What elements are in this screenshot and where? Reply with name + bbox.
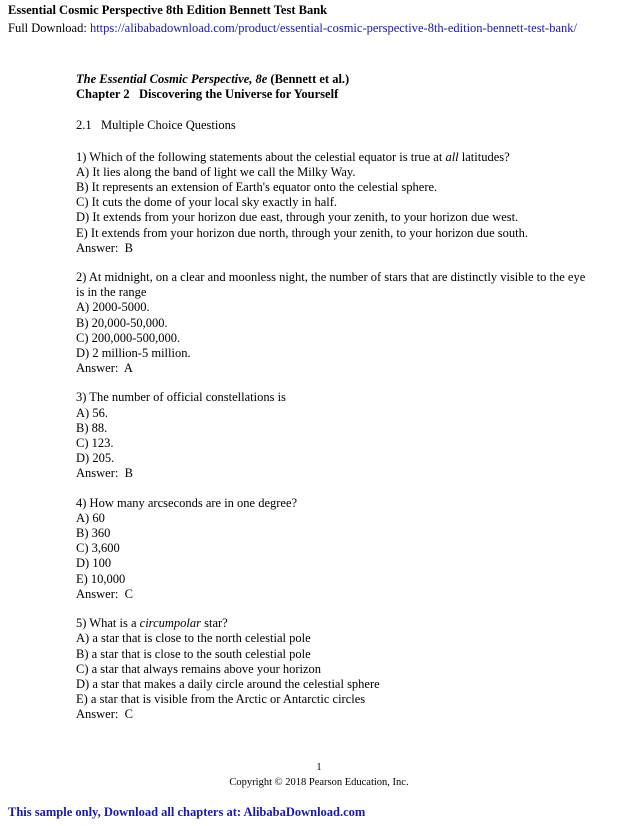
question-block — [76, 496, 596, 602]
document-body — [76, 72, 596, 723]
question-text-part: 5) What is a — [76, 616, 140, 631]
answer-option: A) It lies along the band of light we call the Milky Way. — [76, 164, 356, 179]
book-authors: (Bennett et al.) — [267, 72, 350, 86]
answer-key: Answer: B — [76, 240, 133, 255]
answer-option: C) 123. — [76, 436, 114, 451]
question-text-part: latitudes? — [458, 149, 510, 164]
header-title: Essential Cosmic Perspective 8th Edition Bennett Test Bank — [8, 3, 328, 17]
question-block — [76, 390, 596, 481]
answer-option: D) 2 million-5 million. — [76, 346, 191, 361]
question-text — [76, 390, 596, 405]
answer-key: Answer: C — [76, 586, 133, 601]
answer-key: Answer: C — [76, 707, 133, 722]
answer-option: A) 2000-5000. — [76, 300, 150, 315]
answer-option: D) a star that makes a daily circle around the celestial sphere — [76, 676, 380, 691]
answer-option: B) 20,000-50,000. — [76, 315, 168, 330]
answer-option: E) 10,000 — [76, 571, 126, 586]
answer-option: D) 100 — [76, 556, 112, 571]
answer-option: E) It extends from your horizon due north, through your zenith, to your horizon due south. — [76, 225, 528, 240]
answer-option: C) 3,600 — [76, 541, 120, 556]
bottom-notice-link[interactable]: This sample only, Download all chapters at: AlibabaDownload.com — [8, 805, 366, 819]
answer-option: B) It represents an extension of Earth's equator onto the celestial sphere. — [76, 180, 438, 195]
answer-option: C) 200,000-500,000. — [76, 330, 181, 345]
question-text — [76, 616, 596, 631]
question-emphasis: all — [445, 149, 459, 164]
book-title — [76, 72, 596, 87]
question-text-part: star? — [201, 616, 228, 631]
answer-option: D) 205. — [76, 451, 115, 466]
answer-option: B) 360 — [76, 526, 111, 541]
question-text — [76, 150, 596, 165]
answer-option: A) 60 — [76, 510, 105, 525]
answer-option: C) It cuts the dome of your local sky exactly in half. — [76, 195, 338, 210]
question-text-part: 4) How many arcseconds are in one degree? — [76, 495, 298, 510]
question-text — [76, 496, 596, 511]
question-block — [76, 270, 596, 376]
book-title-italic: The Essential Cosmic Perspective, 8e — [76, 72, 268, 86]
question-text — [76, 270, 596, 300]
answer-option: E) a star that is visible from the Arctic or Antarctic circles — [76, 692, 366, 707]
question-text-part: 3) The number of official constellations is — [76, 390, 286, 405]
answer-option: C) a star that always remains above your horizon — [76, 661, 322, 676]
answer-option: A) 56. — [76, 405, 108, 420]
download-label: Full Download: — [8, 21, 90, 35]
question-text-part: 1) Which of the following statements about the celestial equator is true at — [76, 149, 446, 164]
question-block — [76, 616, 596, 722]
answer-option: A) a star that is close to the north celestial pole — [76, 631, 311, 646]
copyright: Copyright © 2018 Pearson Education, Inc. — [229, 777, 409, 788]
chapter-heading: Chapter 2 Discovering the Universe for Yourself — [76, 87, 339, 102]
answer-key: Answer: B — [76, 466, 133, 481]
answer-option: D) It extends from your horizon due east, through your zenith, to your horizon due west. — [76, 210, 519, 225]
question-text-part: 2) At midnight, on a clear and moonless night, the number of stars that are distinctly visible to the eye is in the range — [76, 270, 586, 300]
question-emphasis: circumpolar — [139, 616, 201, 631]
answer-option: B) 88. — [76, 420, 108, 435]
answer-key: Answer: A — [76, 361, 133, 376]
download-line — [8, 21, 577, 36]
question-block — [76, 150, 596, 256]
download-link[interactable]: https://alibabadownload.com/product/essential-cosmic-perspective-8th-edition-bennett-test-bank/ — [89, 21, 577, 35]
section-heading: 2.1 Multiple Choice Questions — [76, 118, 236, 133]
page-number: 1 — [316, 762, 322, 773]
question-list — [76, 150, 596, 723]
answer-option: B) a star that is close to the south celestial pole — [76, 646, 311, 661]
